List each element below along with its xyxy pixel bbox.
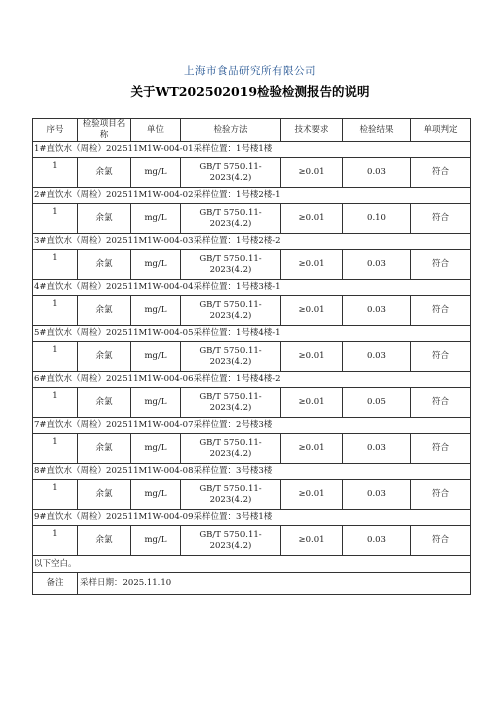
sample-info-row bbox=[33, 280, 471, 296]
technical-requirement: ≥0.01 bbox=[281, 250, 343, 280]
blank-note-row bbox=[33, 556, 471, 573]
table-row bbox=[33, 204, 471, 234]
sample-info-row bbox=[33, 464, 471, 480]
unit: mg/L bbox=[131, 296, 181, 326]
header-cell: 技术要求 bbox=[281, 119, 343, 142]
test-method bbox=[181, 526, 281, 556]
sample-info-row bbox=[33, 372, 471, 388]
unit: mg/L bbox=[131, 388, 181, 418]
test-method bbox=[181, 204, 281, 234]
judgement: 符合 bbox=[411, 434, 471, 464]
test-method-line: GB/T 5750.11- bbox=[199, 161, 262, 172]
judgement: 符合 bbox=[411, 388, 471, 418]
table-header-row bbox=[33, 119, 471, 142]
judgement: 符合 bbox=[411, 480, 471, 510]
test-method-line: GB/T 5750.11- bbox=[199, 483, 262, 494]
test-method bbox=[181, 250, 281, 280]
item-name: 余氯 bbox=[78, 526, 131, 556]
sample-info: 4#直饮水（周检）202511M1W-004-04采样位置：1号楼3楼-1 bbox=[33, 280, 471, 296]
item-name: 余氯 bbox=[78, 342, 131, 372]
sample-info-row bbox=[33, 234, 471, 250]
technical-requirement: ≥0.01 bbox=[281, 480, 343, 510]
test-result: 0.03 bbox=[343, 526, 411, 556]
test-method-line: 2023(4.2) bbox=[209, 540, 252, 551]
sample-info-row bbox=[33, 510, 471, 526]
unit: mg/L bbox=[131, 250, 181, 280]
blank-note: 以下空白。 bbox=[33, 556, 471, 573]
table-row bbox=[33, 342, 471, 372]
row-number: 1 bbox=[33, 342, 78, 372]
test-method-line: 2023(4.2) bbox=[209, 494, 252, 505]
judgement: 符合 bbox=[411, 204, 471, 234]
sample-info: 6#直饮水（周检）202511M1W-004-06采样位置：1号楼4楼-2 bbox=[33, 372, 471, 388]
sample-info: 2#直饮水（周检）202511M1W-004-02采样位置：1号楼2楼-1 bbox=[33, 188, 471, 204]
header-cell: 序号 bbox=[33, 119, 78, 142]
sample-info: 3#直饮水（周检）202511M1W-004-03采样位置：1号楼2楼-2 bbox=[33, 234, 471, 250]
judgement: 符合 bbox=[411, 342, 471, 372]
technical-requirement: ≥0.01 bbox=[281, 526, 343, 556]
test-method-line: GB/T 5750.11- bbox=[199, 345, 262, 356]
remark-row bbox=[33, 573, 471, 595]
unit: mg/L bbox=[131, 434, 181, 464]
header-cell: 检验方法 bbox=[181, 119, 281, 142]
test-method-line: 2023(4.2) bbox=[209, 402, 252, 413]
unit: mg/L bbox=[131, 204, 181, 234]
test-method-line: 2023(4.2) bbox=[209, 172, 252, 183]
header-cell: 单位 bbox=[131, 119, 181, 142]
remark-value: 采样日期：2025.11.10 bbox=[78, 573, 471, 595]
sample-info-row bbox=[33, 418, 471, 434]
judgement: 符合 bbox=[411, 526, 471, 556]
unit: mg/L bbox=[131, 480, 181, 510]
row-number: 1 bbox=[33, 388, 78, 418]
table-row bbox=[33, 250, 471, 280]
table-row bbox=[33, 526, 471, 556]
test-method-line: GB/T 5750.11- bbox=[199, 437, 262, 448]
report-title: 关于WT202502019检验检测报告的说明 bbox=[130, 84, 370, 99]
unit: mg/L bbox=[131, 342, 181, 372]
item-name: 余氯 bbox=[78, 158, 131, 188]
judgement: 符合 bbox=[411, 296, 471, 326]
sample-info: 5#直饮水（周检）202511M1W-004-05采样位置：1号楼4楼-1 bbox=[33, 326, 471, 342]
sample-info: 1#直饮水（周检）202511M1W-004-01采样位置：1号楼1楼 bbox=[33, 142, 471, 158]
results-table bbox=[32, 118, 471, 595]
sample-info: 7#直饮水（周检）202511M1W-004-07采样位置：2号楼3楼 bbox=[33, 418, 471, 434]
technical-requirement: ≥0.01 bbox=[281, 434, 343, 464]
test-result: 0.10 bbox=[343, 204, 411, 234]
judgement: 符合 bbox=[411, 158, 471, 188]
item-name: 余氯 bbox=[78, 434, 131, 464]
remark-label: 备注 bbox=[33, 573, 78, 595]
test-method bbox=[181, 434, 281, 464]
test-method bbox=[181, 388, 281, 418]
item-name: 余氯 bbox=[78, 480, 131, 510]
test-method-line: GB/T 5750.11- bbox=[199, 253, 262, 264]
test-method bbox=[181, 296, 281, 326]
technical-requirement: ≥0.01 bbox=[281, 204, 343, 234]
test-result: 0.03 bbox=[343, 434, 411, 464]
test-method bbox=[181, 480, 281, 510]
test-result: 0.03 bbox=[343, 342, 411, 372]
technical-requirement: ≥0.01 bbox=[281, 342, 343, 372]
row-number: 1 bbox=[33, 480, 78, 510]
table-row bbox=[33, 158, 471, 188]
test-result: 0.03 bbox=[343, 480, 411, 510]
test-method bbox=[181, 342, 281, 372]
item-name: 余氯 bbox=[78, 296, 131, 326]
test-method-line: 2023(4.2) bbox=[209, 218, 252, 229]
sample-info-row bbox=[33, 326, 471, 342]
technical-requirement: ≥0.01 bbox=[281, 296, 343, 326]
table-row bbox=[33, 434, 471, 464]
test-method-line: 2023(4.2) bbox=[209, 310, 252, 321]
table-row bbox=[33, 296, 471, 326]
test-method bbox=[181, 158, 281, 188]
header-cell: 检验项目名称 bbox=[78, 119, 131, 142]
row-number: 1 bbox=[33, 526, 78, 556]
test-method-line: 2023(4.2) bbox=[209, 356, 252, 367]
organization-name: 上海市食品研究所有限公司 bbox=[184, 65, 316, 77]
item-name: 余氯 bbox=[78, 204, 131, 234]
sample-info-row bbox=[33, 142, 471, 158]
table-row bbox=[33, 480, 471, 510]
technical-requirement: ≥0.01 bbox=[281, 158, 343, 188]
test-method-line: GB/T 5750.11- bbox=[199, 299, 262, 310]
judgement: 符合 bbox=[411, 250, 471, 280]
test-result: 0.05 bbox=[343, 388, 411, 418]
header-cell: 单项判定 bbox=[411, 119, 471, 142]
test-result: 0.03 bbox=[343, 158, 411, 188]
test-method-line: 2023(4.2) bbox=[209, 448, 252, 459]
test-method-line: GB/T 5750.11- bbox=[199, 391, 262, 402]
technical-requirement: ≥0.01 bbox=[281, 388, 343, 418]
item-name: 余氯 bbox=[78, 388, 131, 418]
test-result: 0.03 bbox=[343, 250, 411, 280]
test-method-line: GB/T 5750.11- bbox=[199, 529, 262, 540]
header-cell: 检验结果 bbox=[343, 119, 411, 142]
row-number: 1 bbox=[33, 296, 78, 326]
test-method-line: 2023(4.2) bbox=[209, 264, 252, 275]
unit: mg/L bbox=[131, 158, 181, 188]
item-name: 余氯 bbox=[78, 250, 131, 280]
unit: mg/L bbox=[131, 526, 181, 556]
row-number: 1 bbox=[33, 158, 78, 188]
table-row bbox=[33, 388, 471, 418]
row-number: 1 bbox=[33, 434, 78, 464]
test-result: 0.03 bbox=[343, 296, 411, 326]
row-number: 1 bbox=[33, 204, 78, 234]
row-number: 1 bbox=[33, 250, 78, 280]
sample-info: 8#直饮水（周检）202511M1W-004-08采样位置：3号楼3楼 bbox=[33, 464, 471, 480]
test-method-line: GB/T 5750.11- bbox=[199, 207, 262, 218]
sample-info-row bbox=[33, 188, 471, 204]
sample-info: 9#直饮水（周检）202511M1W-004-09采样位置：3号楼1楼 bbox=[33, 510, 471, 526]
